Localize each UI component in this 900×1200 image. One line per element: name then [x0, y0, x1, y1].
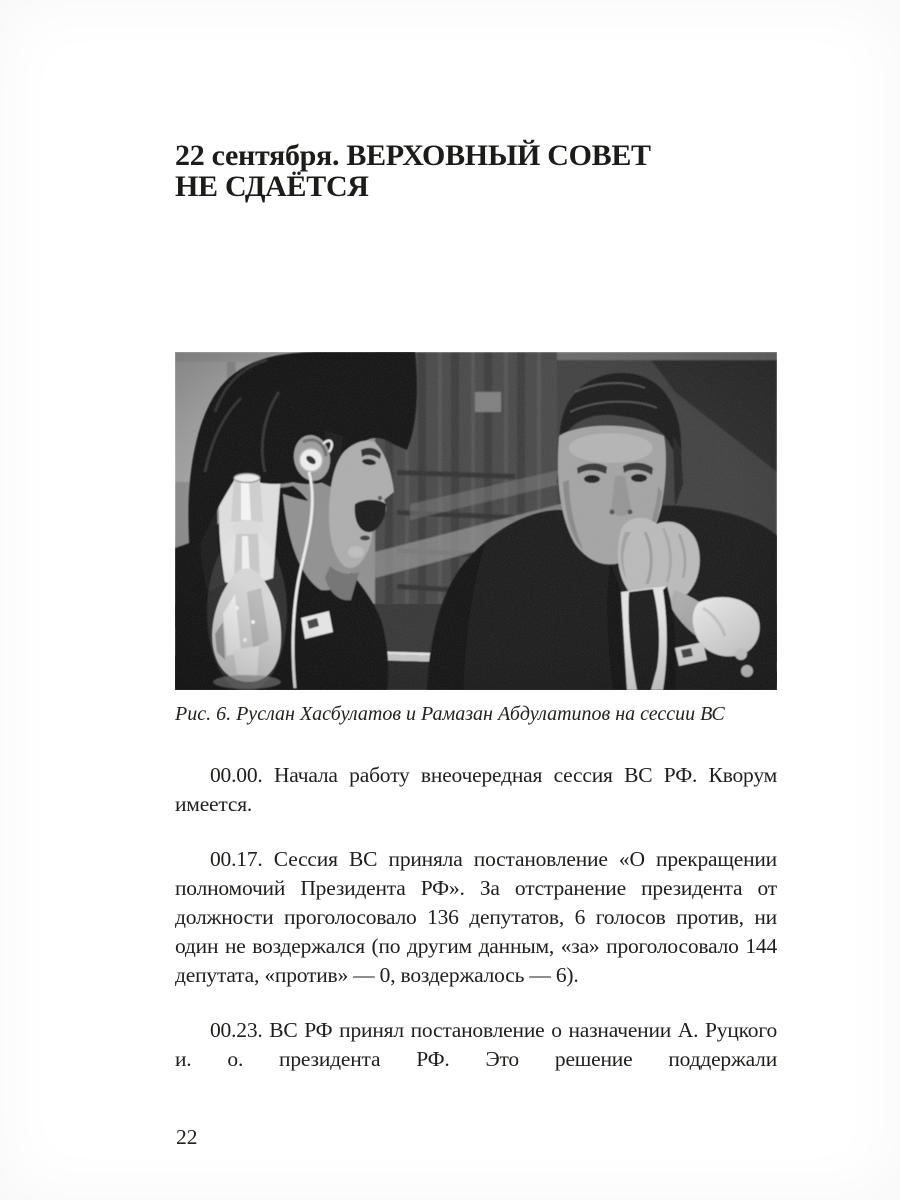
- figure-caption: Рис. 6. Руслан Хасбулатов и Рамазан Абдулатипов на сессии ВС: [175, 703, 725, 725]
- paragraph-0017: 00.17. Сессия ВС приняла постановление «О прекращении полномочий Президента РФ». За отстранение президента от должности проголосовало 136 депутатов, 6 голосов против, ни один не воздержался (по другим данным, «за» проголосовало 144 депутата, «против» — 0, воздержалось — 6).: [175, 847, 777, 987]
- chapter-heading-line: НЕ СДАЁТСЯ: [175, 170, 369, 204]
- paragraph-0000: 00.00. Начала работу внеочередная сессия ВС РФ. Кворум имеется.: [175, 763, 777, 816]
- chapter-heading: [175, 140, 795, 202]
- chapter-heading-line: 22 сентября. ВЕРХОВНЫЙ СОВЕТ: [175, 139, 651, 173]
- page-number: 22: [176, 1125, 198, 1149]
- body-text: [175, 761, 777, 1074]
- paragraph-0023: 00.23. ВС РФ принял постановление о назначении А. Руцкого и. о. президента РФ. Это решение поддержали: [175, 1018, 777, 1071]
- photo-grain: [175, 352, 777, 690]
- photo-khasbulatov-abdulatipov: [175, 352, 777, 690]
